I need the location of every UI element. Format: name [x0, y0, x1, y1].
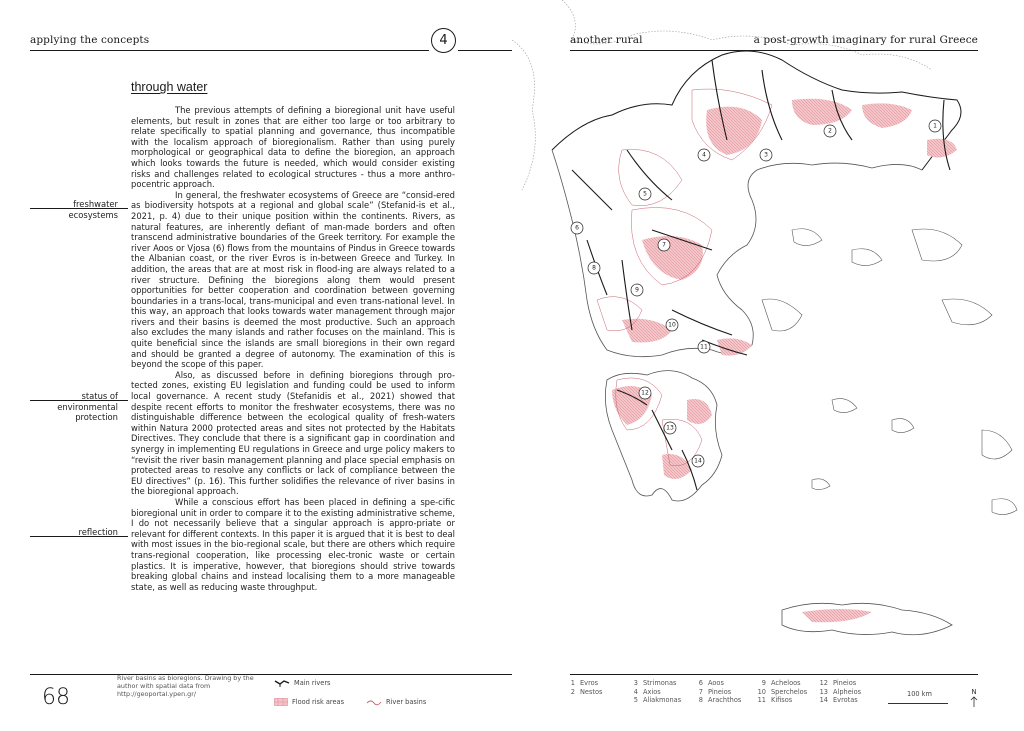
river-name: Pineios — [833, 679, 857, 687]
body-text — [131, 105, 455, 592]
river-name: Acheloos — [771, 679, 801, 687]
side-label-line: reflection — [78, 527, 118, 537]
side-label-line: ecosystems — [68, 209, 118, 220]
river-entry — [565, 688, 602, 697]
river-marker-11[interactable] — [698, 341, 710, 353]
paragraph-freshwater: In general, the freshwater ecosystems of Greece are “consid-ered as biodiversity hotspots at a regional and global scale” (Stefanid-is et al., 2021, p. 4) due to their unique position within the continents. Rivers, as natural features, are inherently defiant of man-made borders and often transcend administrative boundaries of the Greek territory. For example the river Aoos or Vjosa (6) flows from the mountains of Pindus in Greece towards the Albanian coast, or the river Evros is in-between Greece and Turkey. In addition, the areas that are at most risk in flood-ing are always related to a river structure. Defining the bioregions along them would present opportunities for better cooperation and coordination between governing boundaries in a trans-local, trans-municipal and even trans-national level. In this way, an approach that looks towards water management through major rivers and their basins is deemed the most productive. Such an approach also excludes the many islands and rather focuses on the mainland. This is quite beneficial since the islands are small bioregions in their own regard and should be granted a degree of autonomy. The examination of this is beyond the scope of this paper. — [131, 189, 455, 370]
river-list-col-1 — [565, 679, 602, 696]
main-river-swatch-icon — [274, 679, 290, 687]
river-marker-5[interactable] — [639, 188, 651, 200]
river-marker-2[interactable] — [824, 125, 836, 137]
river-list-col-4 — [756, 679, 807, 705]
river-number: 8 — [698, 696, 703, 705]
page-number: 68 — [42, 685, 70, 710]
river-entry — [818, 696, 861, 705]
paragraph-intro: The previous attempts of defining a bioregional unit have useful elements, but result in zones that are either too large or too arbitrary to relate specifically to spatial planning and governance, thus incompatible with the localism approach of bioregionalism. Rather than using purely morphological or geographical data to define the bioregion, an approach which looks towards the future is needed, which would consider existing risks and challenges related to ecological structures - thus a more anthro-pocentric approach. — [131, 105, 455, 190]
river-number: 6 — [698, 679, 703, 687]
river-list-col-3 — [693, 679, 741, 705]
marker-label: 11 — [700, 343, 708, 351]
river-entry — [628, 688, 681, 697]
running-head-right: a post-growth imaginary for rural Greece — [753, 34, 978, 46]
river-entry — [565, 679, 602, 688]
marker-label: 1 — [933, 122, 937, 130]
right-page — [512, 0, 1024, 731]
river-name: Strimonas — [643, 679, 677, 687]
north-arrow-icon — [970, 696, 978, 708]
scale-bar — [888, 703, 948, 704]
neighbour-border — [512, 40, 535, 190]
footer-rule — [30, 674, 512, 675]
paragraph-status: Also, as discussed before in defining bioregions through pro-tected zones, existing EU legislation and funding could be used to inform local governance. A recent study (Stefanidis et al., 2021) showed that despite recent efforts to monitor the freshwater ecosystems, there was no distinguishable difference between the ecological quality of fresh-waters within Natura 2000 protected areas and sites not protected by the Habitats Directives. They conclude that there is a significant gap in coordination and synergy in implementing EU regulations in Greece and urge policy makers to “revisit the river basin management planning and place special emphasis on protected areas to resolve any conflicts or lack of compliance between the EU directives” (p. 16). This further solidifies the relevance of river basins in the bioregional approach. — [131, 369, 455, 497]
river-entry — [693, 696, 741, 705]
river-number: 3 — [633, 679, 638, 687]
side-label-line: status of — [81, 391, 118, 401]
river-entry — [756, 688, 807, 697]
running-head-right-left: another rural — [570, 34, 643, 46]
legend-river-basins — [366, 698, 426, 706]
legend-label: Main rivers — [294, 679, 331, 687]
river-marker-4[interactable] — [698, 149, 710, 161]
river-number: 12 — [819, 679, 828, 687]
river-number: 14 — [819, 696, 828, 705]
side-label-freshwater — [30, 199, 118, 220]
river-entry — [756, 679, 807, 688]
river-basin-swatch-icon — [366, 698, 382, 706]
river-marker-13[interactable] — [664, 422, 676, 434]
scale-label: 100 km — [907, 690, 932, 698]
north-label: N — [971, 688, 977, 696]
side-label-line: freshwater — [73, 199, 118, 209]
river-marker-14[interactable] — [692, 455, 704, 467]
river-list-col-2 — [628, 679, 681, 705]
river-marker-10[interactable] — [666, 319, 678, 331]
river-number: 1 — [570, 679, 575, 687]
river-entry — [818, 679, 861, 688]
legend-main-rivers — [274, 679, 331, 687]
legend-label: Flood risk areas — [292, 698, 345, 706]
marker-label: 2 — [828, 127, 832, 135]
marker-label: 3 — [764, 151, 768, 159]
paragraph-reflection: While a conscious effort has been placed in defining a spe-cific bioregional unit in order to compare it to the existing administrative scheme, I do not necessarily believe that a singular approach is appro-priate or relevant for different contexts. In this paper it is argued that it is best to deal with most issues in the bio-regional scale, but there are others which require trans-regional cooperation, like processing elec-tronic waste or certain plastics. It is imperative, however, that bioregions should strive towards breaking global chains and instead localising them to a more manageable state, as well as reducing waste throughput. — [131, 496, 455, 592]
north-arrow — [970, 688, 978, 710]
river-number: 4 — [633, 687, 638, 696]
mainland-outline — [552, 150, 922, 357]
river-name: Kifisos — [771, 696, 793, 705]
river-entry — [756, 696, 807, 705]
river-entry — [628, 679, 681, 688]
river-marker-1[interactable] — [929, 120, 941, 132]
river-marker-7[interactable] — [658, 239, 670, 251]
river-name: Nestos — [580, 687, 603, 696]
legend-label: River basins — [386, 698, 427, 706]
marker-label: 5 — [643, 190, 647, 198]
river-number: 13 — [819, 687, 828, 696]
marker-label: 7 — [662, 241, 666, 249]
marker-label: 8 — [592, 264, 596, 272]
river-marker-6[interactable] — [571, 222, 583, 234]
river-number: 9 — [761, 679, 766, 687]
side-label-reflection — [30, 527, 118, 538]
river-number: 5 — [633, 696, 638, 705]
crete-outline — [782, 603, 952, 634]
marker-label: 12 — [641, 389, 649, 397]
river-name: Evros — [580, 679, 599, 687]
marker-label: 13 — [666, 424, 674, 432]
footer-rule — [570, 674, 978, 675]
river-entry — [628, 696, 681, 705]
river-entry — [693, 679, 741, 688]
marker-label: 6 — [575, 224, 579, 232]
aegean-islands — [762, 229, 1017, 515]
side-label-line: environmental — [57, 401, 118, 412]
river-marker-3[interactable] — [760, 149, 772, 161]
river-name: Axios — [643, 687, 661, 696]
figure-caption: River basins as bioregions. Drawing by the author with spatial data from http://geoportal.ypen.gr/ — [117, 674, 254, 698]
river-number: 2 — [570, 687, 575, 696]
river-list-col-5 — [818, 679, 861, 705]
header-rule — [570, 50, 978, 51]
river-number: 7 — [698, 687, 703, 696]
river-number: 11 — [757, 696, 766, 705]
river-marker-12[interactable] — [639, 387, 651, 399]
running-head-left: applying the concepts — [30, 34, 150, 46]
river-entry — [693, 688, 741, 697]
marker-label: 14 — [694, 457, 702, 465]
river-name: Arachthos — [708, 696, 742, 705]
header-rule — [30, 50, 429, 51]
river-marker-8[interactable] — [588, 262, 600, 274]
river-name: Sperchelos — [771, 687, 808, 696]
marker-label: 10 — [668, 321, 676, 329]
flood-risk-swatch-icon — [274, 698, 288, 706]
river-marker-9[interactable] — [631, 284, 643, 296]
river-entry — [818, 688, 861, 697]
legend-flood-risk — [274, 698, 344, 706]
marker-label: 4 — [702, 151, 706, 159]
river-name: Aoos — [708, 679, 724, 687]
header-rule-right — [458, 50, 512, 51]
section-title: through water — [131, 80, 208, 94]
river-name: Evrotas — [833, 696, 858, 705]
river-number: 10 — [757, 687, 766, 696]
greece-map — [512, 0, 1024, 660]
river-name: Alpheios — [833, 687, 862, 696]
marker-label: 9 — [635, 286, 639, 294]
side-label-line: protection — [75, 412, 118, 423]
river-name: Aliakmonas — [643, 696, 682, 705]
side-label-status — [30, 391, 118, 423]
river-name: Pineios — [708, 687, 732, 696]
flood-risk-areas — [612, 99, 957, 623]
chapter-number-badge: 4 — [431, 28, 456, 53]
